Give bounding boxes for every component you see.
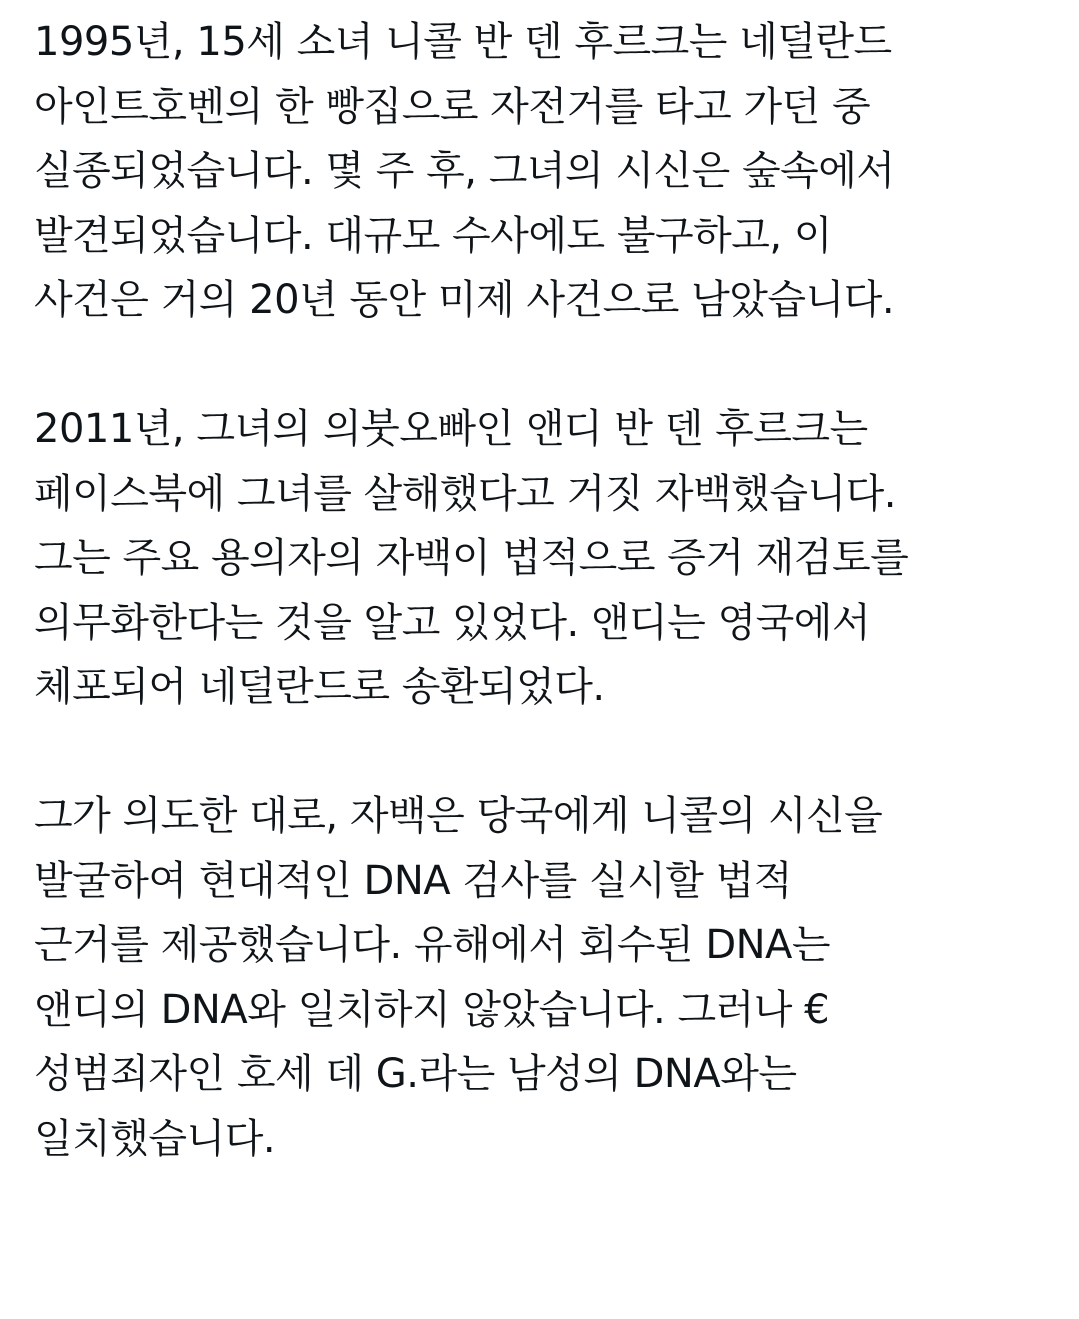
text-line: 일치했습니다. <box>34 1115 276 1162</box>
paragraph-1 <box>34 10 1054 333</box>
paragraph-3 <box>34 784 1054 1172</box>
text-line: 근거를 제공했습니다. 유해에서 회수된 DNA는 <box>34 922 831 969</box>
post-text <box>34 10 1054 1236</box>
text-line: 페이스북에 그녀를 살해했다고 거짓 자백했습니다. <box>34 470 897 517</box>
text-line: 1995년, 15세 소녀 니콜 반 덴 후르크는 네덜란드 <box>34 19 892 65</box>
text-line: 그는 주요 용의자의 자백이 법적으로 증거 재검토를 <box>34 535 909 582</box>
text-line: 사건은 거의 20년 동안 미제 사건으로 남았습니다. <box>34 277 895 324</box>
text-line: 아인트호벤의 한 빵집으로 자전거를 타고 가던 중 <box>34 83 871 130</box>
text-line: 2011년, 그녀의 의붓오빠인 앤디 반 덴 후르크는 <box>34 405 868 452</box>
text-line: 성범죄자인 호세 데 G.라는 남성의 DNA와는 <box>34 1051 797 1098</box>
text-line: 체포되어 네덜란드로 송환되었다. <box>34 664 605 711</box>
paragraph-2 <box>34 397 1054 720</box>
text-line: 발굴하여 현대적인 DNA 검사를 실시할 법적 <box>34 857 792 904</box>
text-line: 실종되었습니다. 몇 주 후, 그녀의 시신은 숲속에서 <box>34 148 895 195</box>
text-line: 앤디의 DNA와 일치하지 않았습니다. 그러나 € <box>34 986 830 1033</box>
text-line: 의무화한다는 것을 알고 있었다. 앤디는 영국에서 <box>34 599 871 646</box>
text-line: 그가 의도한 대로, 자백은 당국에게 니콜의 시신을 <box>34 792 883 839</box>
text-line: 발견되었습니다. 대규모 수사에도 불구하고, 이 <box>34 212 832 259</box>
